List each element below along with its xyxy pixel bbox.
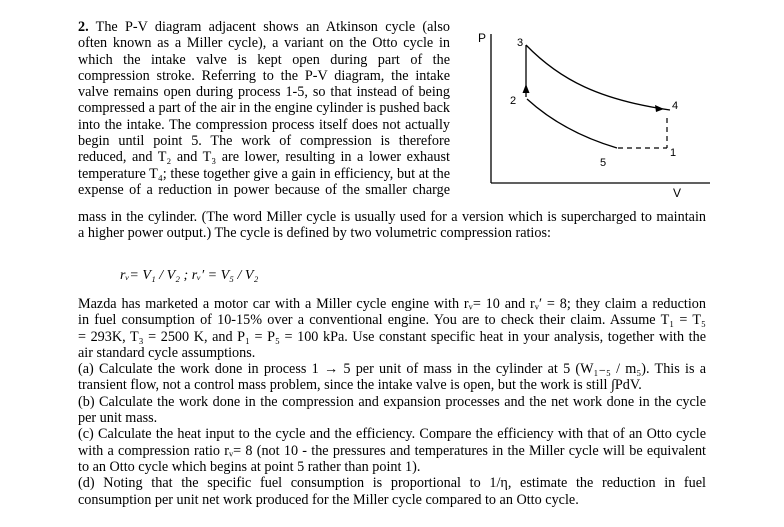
body-line: consumption per unit net work produced for the Miller cycle compared to an Otto cycle. xyxy=(78,491,579,508)
body-line: (a) Calculate the work done in process 1 → 5 per unit of mass in the cylinder at 5 (W₁₋₅ / m₅). This is a xyxy=(78,361,706,378)
body-line: per unit mass. xyxy=(78,410,158,427)
point-2-label: 2 xyxy=(510,95,517,107)
body-line: to an Otto cycle which begins at point 5 rather than point 1). xyxy=(78,458,421,475)
point-1-label: 1 xyxy=(670,147,677,159)
arrow-2-3 xyxy=(523,84,530,93)
body-line: in fuel consumption of 10-15% over a conventional engine. You are to check their claim. Assume T₁ = T₅ xyxy=(78,312,706,329)
question-body xyxy=(78,296,706,508)
intro-line: reduced, and T₂ and T₃ are lower, resulting in a lower exhaust xyxy=(78,149,450,166)
intro-line: compression stroke. Referring to the P-V diagram, the intake xyxy=(78,67,450,84)
body-line: (b) Calculate the work done in the compression and expansion processes and the net work done in the cycle xyxy=(78,393,706,410)
intro-line: into the intake. The compression process itself does not actually xyxy=(78,116,450,133)
v-axis-label: V xyxy=(673,186,682,200)
point-3-label: 3 xyxy=(517,37,524,49)
intro-line: begin until point 5. The work of compression is therefore xyxy=(78,133,450,150)
ratio-formula: rᵥ= V₁ / V₂ ; rᵥ′ = V₅ / V₂ xyxy=(120,268,259,283)
process-3-4 xyxy=(526,45,670,110)
body-line: air standard cycle assumptions. xyxy=(78,344,256,361)
question-number: 2. xyxy=(78,19,89,35)
question-intro xyxy=(78,19,450,198)
body-line: with a compression ratio rᵥ= 8 (not 10 - the pressures and temperatures in the Miller cycle will be equivalent xyxy=(78,442,706,459)
intro-line: which the intake valve is kept open during part of the xyxy=(78,51,450,68)
p-axis-label: P xyxy=(478,31,487,45)
intro-line: expense of a reduction in power because of the smaller charge xyxy=(78,181,450,198)
body-line: (d) Noting that the specific fuel consumption is proportional to 1/η, estimate the reduction in fuel xyxy=(78,475,706,492)
intro-line: a higher power output.) The cycle is defined by two volumetric compression ratios: xyxy=(78,225,551,242)
point-5-label: 5 xyxy=(600,157,607,169)
intro-line: valve remains open during process 1-5, so that instead of being xyxy=(78,84,450,101)
process-5-2 xyxy=(527,99,617,148)
intro-line: temperature T₄; these together give a gain in efficiency, but at the xyxy=(78,165,450,182)
intro-line: often known as a Miller cycle), a variant on the Otto cycle in xyxy=(78,35,450,52)
intro-line: 2. The P-V diagram adjacent shows an Atkinson cycle (also xyxy=(78,19,450,35)
intro-line: mass in the cylinder. (The word Miller cycle is usually used for a version which is supercharged to maintain xyxy=(78,209,706,225)
arrow-3-4 xyxy=(655,105,664,112)
body-line: = 293K, T₃ = 2500 K, and P₁ = P₅ = 100 kPa. Use constant specific heat in your analysis, together with the xyxy=(78,328,706,345)
question-intro-continued xyxy=(78,209,706,242)
point-4-label: 4 xyxy=(672,100,679,112)
body-line: (c) Calculate the heat input to the cycle and the efficiency. Compare the efficiency with that of an Otto cycle xyxy=(78,426,706,443)
body-line: transient flow, not a control mass problem, since the intake valve is open, but the work is still ∫PdV. xyxy=(78,377,642,394)
body-line: Mazda has marketed a motor car with a Miller cycle engine with rᵥ= 10 and rᵥ′ = 8; they claim a reduction xyxy=(78,296,706,312)
intro-line: compressed a part of the air in the engine cylinder is pushed back xyxy=(78,100,450,117)
